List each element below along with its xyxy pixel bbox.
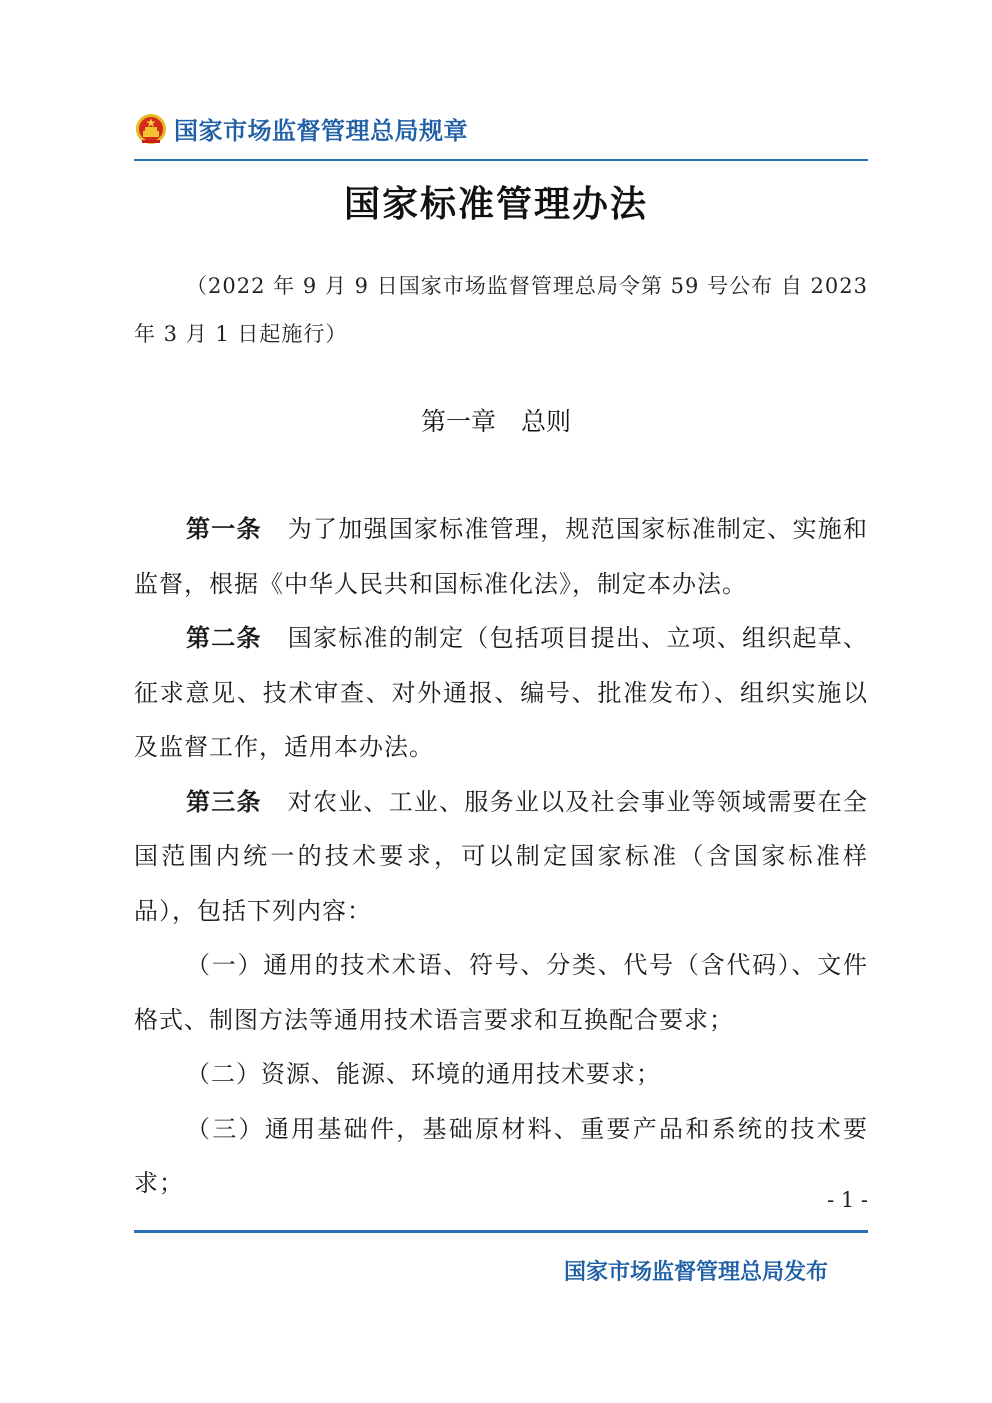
footer-divider <box>134 1230 868 1233</box>
document-body <box>134 502 868 1211</box>
header-divider <box>134 159 868 161</box>
article-paragraph <box>134 775 868 939</box>
article-label: 第三条 <box>186 787 262 816</box>
list-item <box>134 1102 868 1211</box>
list-item <box>134 1047 868 1102</box>
list-item <box>134 938 868 1047</box>
article-paragraph <box>134 611 868 775</box>
document-preamble: （2022 年 9 月 9 日国家市场监督管理总局令第 59 号公布 自 2023 年 3 月 1 日起施行） <box>134 274 868 346</box>
page-header <box>134 108 468 148</box>
article-label: 第二条 <box>186 624 262 652</box>
list-item-text: （一）通用的技术术语、符号、分类、代号（含代码）、文件格式、制图方法等通用技术语言要求和互换配合要求； <box>134 951 868 1034</box>
footer-publisher: 国家市场监督管理总局发布 <box>563 1260 828 1285</box>
list-item-text: （三）通用基础件，基础原材料、重要产品和系统的技术要求； <box>134 1114 868 1197</box>
list-item-text: （二）资源、能源、环境的通用技术要求； <box>186 1060 661 1088</box>
article-paragraph <box>134 502 868 611</box>
article-text: 国家标准的制定（包括项目提出、立项、组织起草、征求意见、技术审查、对外通报、编号、批准发布）、组织实施以及监督工作，适用本办法。 <box>134 624 869 761</box>
page-number: - 1 - <box>827 1188 868 1212</box>
chapter-heading: 第一章 总则 <box>420 407 571 436</box>
document-title: 国家标准管理办法 <box>343 183 648 225</box>
header-title: 国家市场监督管理总局规章 <box>174 116 468 145</box>
article-text: 为了加强国家标准管理，规范国家标准制定、实施和监督，根据《中华人民共和国标准化法》，制定本办法。 <box>134 515 869 598</box>
article-label: 第一条 <box>186 515 262 543</box>
national-emblem-icon <box>134 111 168 145</box>
article-text: 对农业、工业、服务业以及社会事业等领域需要在全国范围内统一的技术要求，可以制定国家标准（含国家标准样品），包括下列内容： <box>134 787 869 925</box>
